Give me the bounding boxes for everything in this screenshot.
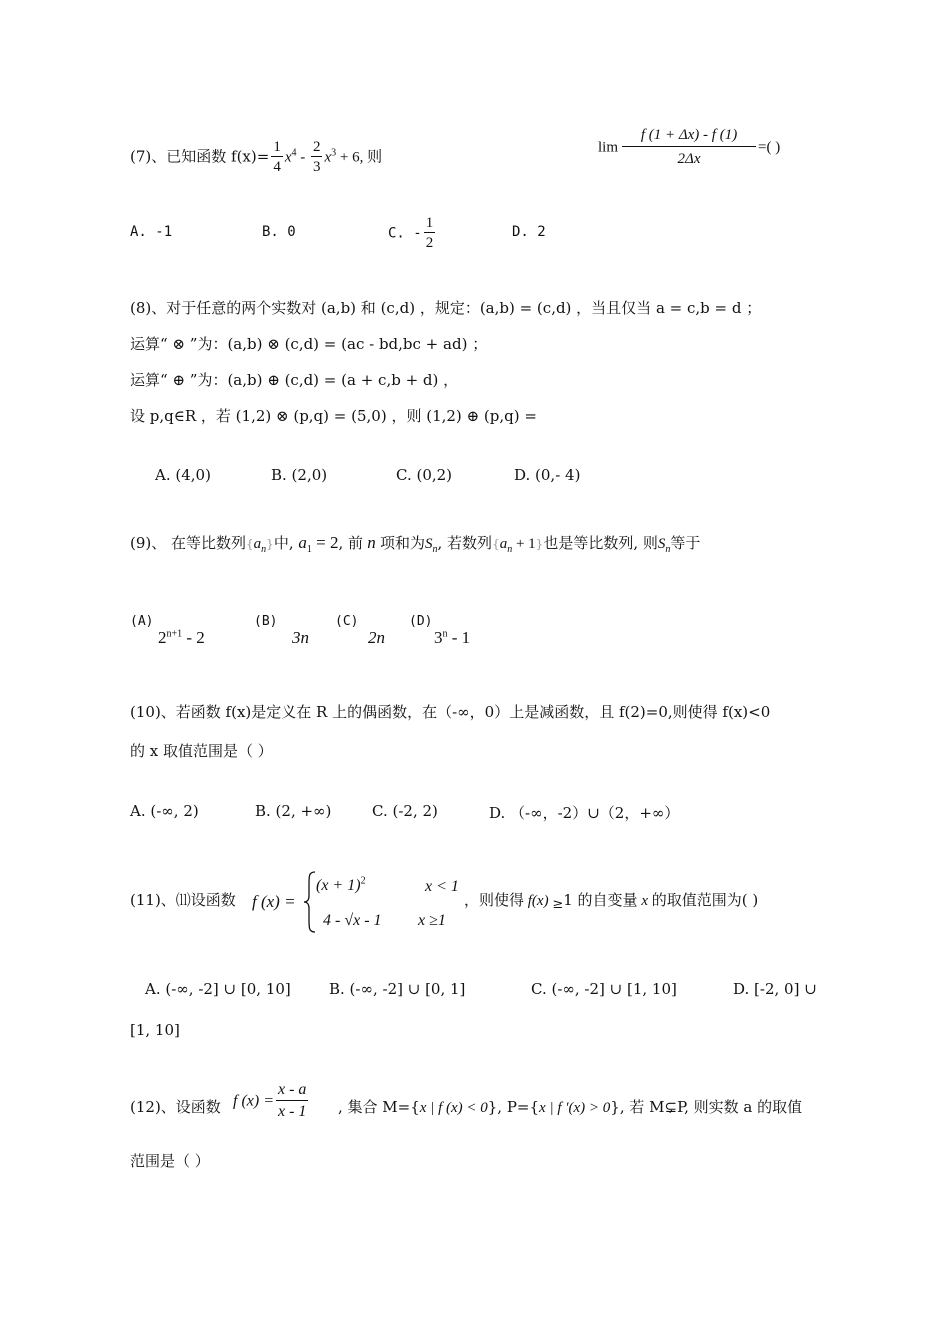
q8-line-4: 设 p,q∈R ，若 (1,2) ⊗ (p,q) = (5,0) ，则 (1,2) ⊕ (p,q) = bbox=[130, 407, 537, 425]
q10-option-a: A. (-∞, 2) bbox=[130, 802, 199, 820]
q8-option-b: B. (2,0) bbox=[271, 466, 328, 484]
q12-fx: f (x) = bbox=[233, 1092, 274, 1110]
q12-frac-den: x - 1 bbox=[276, 1100, 308, 1123]
q7-option-c-den: 2 bbox=[424, 232, 436, 253]
q9-option-c-label: (C) bbox=[335, 614, 359, 629]
q7-lim-tail: =( ) bbox=[758, 139, 781, 156]
q7-stem bbox=[130, 138, 382, 177]
q12-frac bbox=[276, 1080, 308, 1123]
q12-text-1: , 集合 M={ bbox=[338, 1098, 420, 1116]
q8-option-a: A. (4,0) bbox=[155, 466, 211, 484]
q9-brace-open-1: { bbox=[246, 537, 254, 551]
q8-option-c: C. (0,2) bbox=[396, 466, 453, 484]
q7-frac-1-num: 1 bbox=[273, 139, 281, 155]
q11-case-1 bbox=[316, 876, 366, 895]
q7-option-c-num: 1 bbox=[425, 215, 434, 231]
q7-frac-1 bbox=[271, 138, 283, 177]
q11-case-1-exp: 2 bbox=[360, 876, 366, 887]
q7-option-c-prefix: C. - bbox=[388, 225, 422, 242]
q11-suffix-1: ，则使得 bbox=[464, 891, 525, 909]
q7-option-b: B. 0 bbox=[262, 224, 296, 240]
q9-text-3: , 前 bbox=[338, 534, 363, 552]
q7-option-c bbox=[388, 214, 437, 253]
q12-frac-num: x - a bbox=[278, 1081, 307, 1098]
q7-lim-label: lim bbox=[598, 139, 619, 156]
q9-seq-1: a bbox=[253, 536, 262, 552]
q9-text-2: 中, bbox=[273, 534, 299, 552]
q9-option-d-value bbox=[434, 628, 470, 648]
q12-function bbox=[233, 1080, 310, 1123]
q11-case-1-cond: x < 1 bbox=[425, 878, 459, 895]
q7-lim-den: 2Δx bbox=[622, 146, 756, 171]
q11-case-2-cond: x ≥1 bbox=[418, 912, 446, 929]
q11-option-c: C. (-∞, -2] ∪ [1, 10] bbox=[531, 980, 677, 998]
q9-brace-close-1: } bbox=[266, 537, 274, 551]
q9-sn: S bbox=[425, 536, 433, 552]
q7-option-d: D. 2 bbox=[512, 224, 546, 240]
q11-case-2-expr: 4 - √x - 1 bbox=[323, 912, 382, 929]
q9-a1: a bbox=[298, 533, 307, 552]
q12-set-p: x | f ′(x) > 0 bbox=[539, 1100, 611, 1116]
q9-seq-2: a bbox=[499, 536, 508, 552]
q11-option-b: B. (-∞, -2] ∪ [0, 1] bbox=[329, 980, 466, 998]
q9-option-a-base: 2 bbox=[158, 628, 167, 647]
q7-lim-num: f (1 + Δx) - f (1) bbox=[640, 127, 738, 143]
q11-prefix: (11)、⑾设函数 bbox=[130, 891, 236, 909]
q7-frac-2-num: 2 bbox=[312, 139, 321, 155]
q9-option-b-value: 3n bbox=[292, 628, 309, 647]
q9-option-a-exp: n+1 bbox=[166, 628, 183, 640]
q7-frac-2 bbox=[311, 138, 323, 177]
q9-sn-sub: n bbox=[432, 544, 438, 555]
q9-option-a-value bbox=[158, 628, 205, 648]
q9-seq-2-tail: + 1 bbox=[512, 536, 536, 552]
q12-line-2: 范围是（ ） bbox=[130, 1152, 210, 1170]
q11-x: x bbox=[637, 893, 652, 909]
q7-frac-2-den: 3 bbox=[311, 156, 323, 177]
q9-a1-val: = 2 bbox=[311, 533, 339, 552]
q10-option-b: B. (2, +∞) bbox=[255, 802, 332, 820]
q9-brace-close-2: } bbox=[535, 537, 544, 551]
q9-seq-2-sub: n bbox=[507, 544, 513, 555]
q8-line-2: 运算“ ⊗ ”为：(a,b) ⊗ (c,d) = (ac - bd,bc + ad) ； bbox=[130, 335, 488, 353]
q12-sets bbox=[338, 1096, 802, 1117]
q9-option-b-label: (B) bbox=[254, 614, 278, 629]
q11-option-d: D. [-2, 0] ∪ bbox=[733, 980, 817, 998]
q7-var-1: x bbox=[284, 149, 292, 166]
q7-option-c-frac bbox=[424, 214, 436, 253]
q9-brace-open-2: { bbox=[492, 537, 500, 551]
q9-stem bbox=[130, 532, 700, 555]
q9-option-a-tail: - 2 bbox=[182, 628, 205, 647]
q11-fx: f (x) = bbox=[252, 892, 296, 911]
q9-text-6: 也是等比数列, 则 bbox=[543, 534, 658, 552]
q8-line-1: (8)、对于任意的两个实数对 (a,b) 和 (c,d) ，规定：(a,b) = (c,d) ，当且仅当 a = c,b = d ； bbox=[130, 299, 762, 317]
q8-option-d: D. (0,- 4) bbox=[514, 466, 581, 484]
q11-option-d-continued: [1, 10] bbox=[130, 1021, 180, 1039]
q10-line-1: (10)、若函数 f(x)是定义在 R 上的偶函数，在（-∞，0）上是减函数，且 f(2)=0,则使得 f(x)<0 bbox=[130, 703, 771, 721]
q12-prefix: (12)、设函数 bbox=[130, 1098, 221, 1116]
q10-option-d: D. （-∞，-2）∪（2，+∞） bbox=[489, 804, 680, 822]
q12-text-2: }, P={ bbox=[487, 1098, 540, 1116]
q9-n: n bbox=[363, 533, 380, 552]
q7-lim-frac bbox=[622, 124, 756, 171]
q9-option-d-exp: n bbox=[442, 628, 448, 640]
q9-option-d-label: (D) bbox=[409, 614, 433, 629]
q7-const: + 6, 则 bbox=[336, 149, 383, 166]
q9-text-1: (9)、 在等比数列 bbox=[130, 534, 247, 552]
q11-suffix bbox=[464, 889, 758, 912]
q12-text-3: }, 若 M⊊P, 则实数 a 的取值 bbox=[610, 1098, 803, 1116]
q9-text-7: 等于 bbox=[670, 534, 701, 552]
q10-option-c: C. (-2, 2) bbox=[372, 802, 438, 820]
q7-op: - bbox=[296, 149, 309, 166]
q10-line-2: 的 x 取值范围是（ ） bbox=[130, 742, 273, 760]
q7-option-a: A. -1 bbox=[130, 224, 173, 240]
q7-prefix: (7)、已知函数 f(x)= bbox=[130, 147, 270, 166]
q7-var-2: x bbox=[324, 149, 332, 166]
q9-seq-1-sub: n bbox=[261, 544, 267, 555]
q7-limit bbox=[598, 124, 780, 171]
q12-set-m: x | f (x) < 0 bbox=[419, 1100, 488, 1116]
q8-line-3: 运算“ ⊕ ”为：(a,b) ⊕ (c,d) = (a + c,b + d) ， bbox=[130, 371, 459, 389]
q9-a1-sub: 1 bbox=[306, 544, 312, 555]
q11-case-1-expr bbox=[316, 877, 366, 894]
q11-suffix-2: 1 的自变量 bbox=[563, 891, 638, 909]
q7-frac-1-den: 4 bbox=[271, 156, 283, 177]
q11-left-brace bbox=[303, 870, 317, 934]
q9-option-c-value: 2n bbox=[368, 628, 385, 647]
q11-case-1-expr-text: (x + 1) bbox=[316, 877, 361, 895]
q9-option-a-label: (A) bbox=[130, 614, 154, 629]
q7-exp-1: 4 bbox=[291, 147, 297, 159]
q9-text-4: 项和为 bbox=[380, 534, 426, 552]
q11-fx-2: f(x) bbox=[524, 893, 553, 909]
q9-sn-2-sub: n bbox=[665, 544, 671, 555]
q7-exp-2: 3 bbox=[331, 147, 337, 159]
q9-text-5: , 若数列 bbox=[437, 534, 493, 552]
q11-option-a: A. (-∞, -2] ∪ [0, 10] bbox=[145, 980, 291, 998]
q9-option-d-base: 3 bbox=[434, 628, 443, 647]
q11-suffix-3: 的取值范围为( ) bbox=[651, 891, 759, 909]
q9-option-d-tail: - 1 bbox=[447, 628, 471, 647]
q11-ge-symbol: ≥ bbox=[552, 897, 564, 912]
q9-sn-2: S bbox=[657, 536, 666, 552]
